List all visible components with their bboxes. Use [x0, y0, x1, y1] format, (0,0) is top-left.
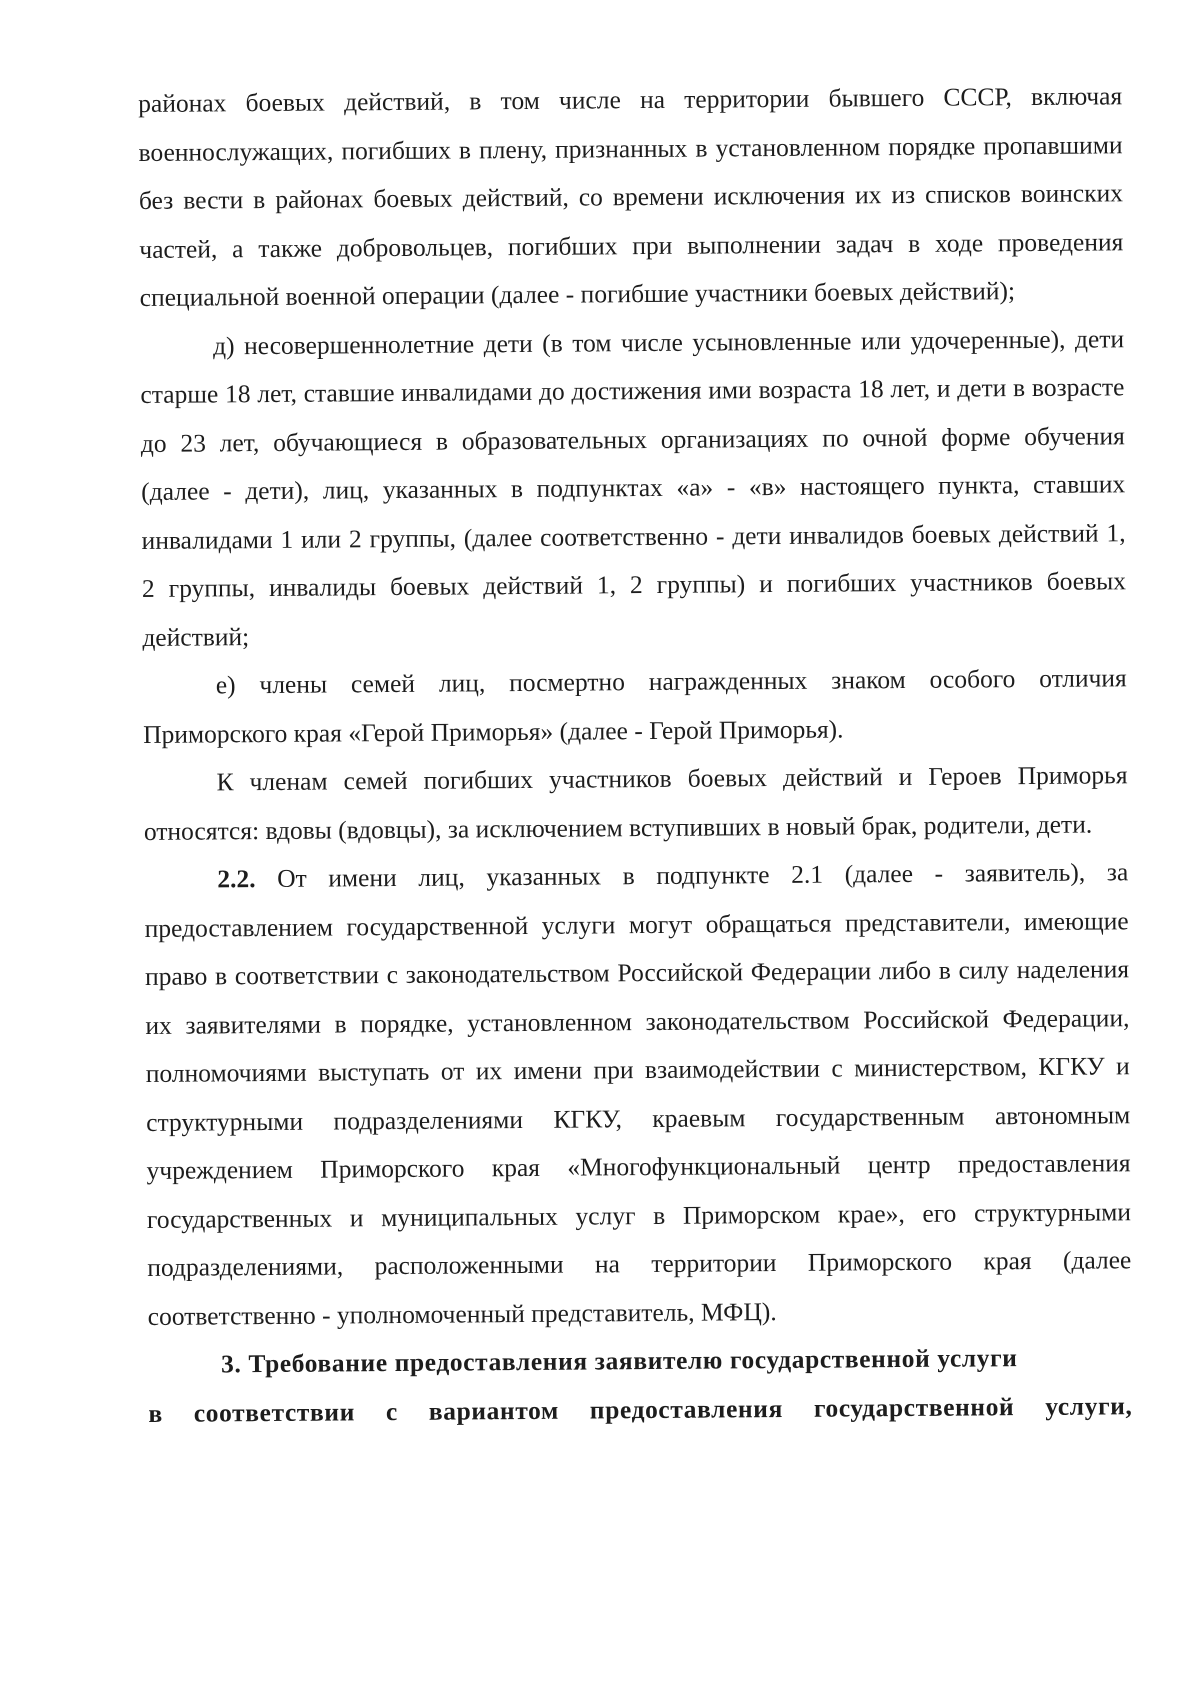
paragraph-item-d — [140, 315, 1127, 662]
paragraph-family-members — [143, 751, 1128, 856]
paragraph-item-e — [143, 654, 1128, 759]
paragraph-continuation — [138, 72, 1124, 322]
section-heading — [148, 1333, 1133, 1438]
paragraph-text: От имени лиц, указанных в подпункте 2.1 (далее - заявитель), за предоставлением государственной услуги могут обращаться представители, имеющие право в соответствии с законодательством Российской Федерации либо в силу наделения их заявителями в порядке, установленном законодательством Российской Федерации, полномочиями выступать от их имени при взаимодействии с министерством, КГКУ и структурными подразделениями КГКУ, краевым государственным автономным учреждением Приморского края «Многофункциональный центр предоставления государственных и муниципальных услуг в Приморском крае», его структурными подразделениями, расположенными на территории Приморского края (далее соответственно - уполномоченный представитель, МФЦ). — [144, 857, 1132, 1331]
paragraph-text: районах боевых действий, в том числе на территории бывшего СССР, включая военнослужащих, погибших в плену, признанных в установленном порядке пропавшими без вести в районах боевых действий, со времени исключения их из списков воинских частей, а также добровольцев, погибших при выполнении задач в ходе проведения специальной военной операции (далее - погибшие участники боевых действий); — [138, 81, 1124, 312]
clause-number: 2.2. — [217, 864, 256, 894]
document-text — [138, 72, 1133, 1438]
paragraph-clause-2-2 — [144, 848, 1132, 1341]
heading-line-1: 3. Требование предоставления заявителю государственной услуги — [220, 1343, 1018, 1379]
paragraph-text: д) несовершеннолетние дети (в том числе усыновленные или удочеренные), дети старше 18 лет, ставшие инвалидами до достижения ими возраста 18 лет, и дети в возрасте до 23 лет, обучающиеся в образовательных организациях по очной форме обучения (далее - дети), лиц, указанных в подпунктах «а» - «в» настоящего пункта, ставших инвалидами 1 или 2 группы, (далее соответственно - дети инвалидов боевых действий 1, 2 группы, инвалиды боевых действий 1, 2 группы) и погибших участников боевых действий; — [140, 323, 1127, 652]
paragraph-text: К членам семей погибших участников боевых действий и Героев Приморья относятся: вдовы (вдовцы), за исключением вступивших в новый брак, родители, дети. — [143, 760, 1128, 846]
paragraph-text: е) члены семей лиц, посмертно награжденных знаком особого отличия Приморского края «Герой Приморья» (далее - Герой Приморья). — [143, 663, 1127, 749]
heading-line-2: в соответствии с вариантом предоставления государственной услуги, — [148, 1390, 1133, 1428]
